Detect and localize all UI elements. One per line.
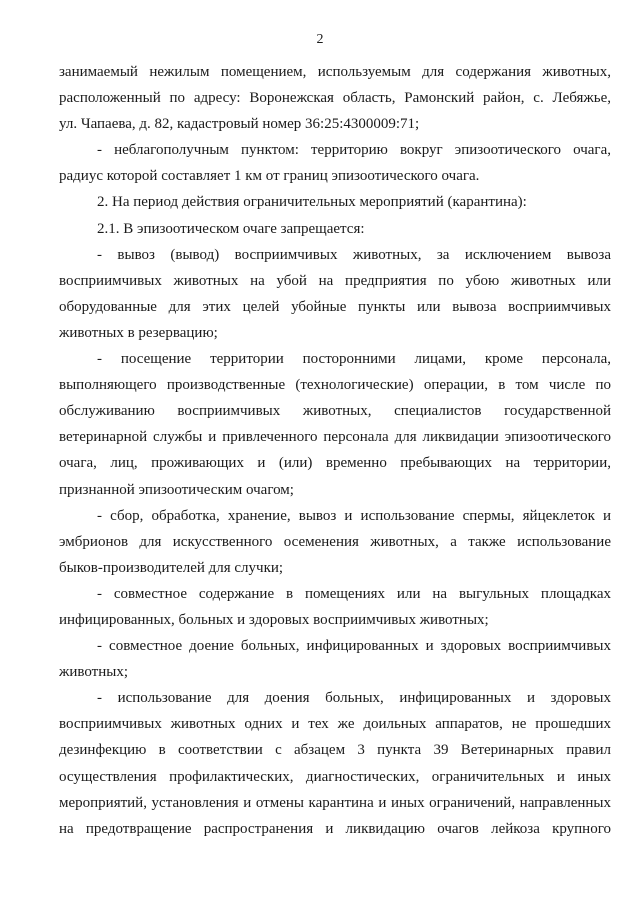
- text-line: - вывоз (вывод) восприимчивых животных, за исключением вывоза: [97, 246, 611, 263]
- text-line: обслуживанию восприимчивых животных, специалистов государственной: [59, 403, 611, 420]
- text-line: оборудованные для этих целей убойные пункты или вывоза восприимчивых: [59, 298, 611, 315]
- text-line: на предотвращение распространения и ликвидацию очагов лейкоза крупного: [59, 820, 611, 837]
- text-line: занимаемый нежилым помещением, используемым для содержания животных,: [59, 64, 611, 80]
- text-line: - совместное доение больных, инфицированных и здоровых восприимчивых: [97, 638, 611, 655]
- section-heading: 2. На период действия ограничительных мероприятий (карантина):: [97, 194, 527, 211]
- text-line: животных;: [59, 664, 129, 681]
- text-line: эмбрионов для искусственного осеменения животных, а также использование: [59, 533, 611, 550]
- text-line: осуществления профилактических, диагностических, ограничительных и иных: [59, 768, 611, 785]
- text-line: инфицированных, больных и здоровых восприимчивых животных;: [59, 611, 489, 628]
- text-line: - использование для доения больных, инфицированных и здоровых: [97, 690, 611, 707]
- text-line: - неблагополучным пунктом: территорию вокруг эпизоотического очага,: [97, 142, 611, 159]
- text-line: быков-производителей для случки;: [59, 559, 284, 576]
- subsection-heading: 2.1. В эпизоотическом очаге запрещается:: [97, 220, 365, 237]
- body-text: [59, 59, 611, 842]
- text-line: восприимчивых животных одних и тех же доильных аппаратов, не прошедших: [59, 716, 611, 733]
- text-line: - сбор, обработка, хранение, вывоз и использование спермы, яйцеклеток и: [97, 507, 611, 524]
- text-line: очага, лиц, проживающих и (или) временно пребывающих на территории,: [59, 455, 611, 472]
- text-line: признанной эпизоотическим очагом;: [59, 481, 294, 498]
- text-line: дезинфекцию в соответствии с абзацем 3 пункта 39 Ветеринарных правил: [59, 742, 611, 759]
- text-line: животных в резервацию;: [59, 324, 218, 341]
- page-number: 2: [316, 32, 324, 47]
- text-line: - совместное содержание в помещениях или на выгульных площадках: [97, 585, 611, 602]
- text-line: восприимчивых животных на убой на предприятия по убою животных или: [59, 272, 611, 289]
- text-line: выполняющего производственные (технологические) операции, в том числе по: [59, 377, 611, 394]
- text-line: ул. Чапаева, д. 82, кадастровый номер 36:25:4300009:71;: [59, 116, 420, 133]
- text-line: радиус которой составляет 1 км от границ эпизоотического очага.: [59, 168, 480, 185]
- text-line: ветеринарной службы и привлеченного персонала для ликвидации эпизоотического: [59, 429, 611, 446]
- text-line: мероприятий, установления и отмены карантина и иных ограничений, направленных: [59, 794, 611, 811]
- text-line: - посещение территории посторонними лицами, кроме персонала,: [97, 351, 611, 368]
- text-line: расположенный по адресу: Воронежская область, Рамонский район, с. Лебяжье,: [59, 90, 611, 107]
